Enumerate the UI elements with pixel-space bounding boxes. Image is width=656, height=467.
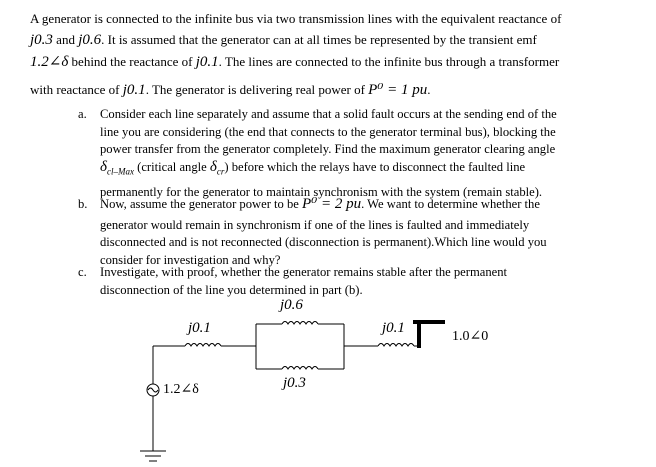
reactance-x2: j0.6 — [78, 32, 102, 48]
part-a-critical-line: $\delta_{cl-Max}$ (critical angle $\delta_{cr}$) before which the relays have to disconnect the faulted line — [100, 158, 526, 177]
label-infinite-bus: 1.0∠0 — [452, 329, 489, 344]
part-c: Investigate, with proof, whether the generator remains stable after the permanent disconnection of the line you determined in part (b). — [100, 265, 508, 297]
intro-line-2: j0.3 and j0.6. It is assumed that the generator can at all times be represented by the transient emf — [30, 32, 537, 48]
label-line-top: j0.6 — [280, 297, 303, 313]
infinite-bus-cap — [413, 320, 445, 324]
part-a-label: a. — [78, 107, 87, 121]
ac-wave-icon — [148, 388, 158, 392]
label-transformer: j0.1 — [382, 320, 405, 336]
part-b: Now, assume the generator power to be P⁰ = 2 pu. We want to determine whether the generator would remain in synchronism if one of the lines is faulted and immediately disconnected and is not reconnected (disconnection is permanent).Which line would you consider for investigation and why? — [100, 196, 547, 267]
infinite-bus-bar — [417, 321, 421, 348]
part-b-label: b. — [78, 197, 88, 211]
part-c-label: c. — [78, 265, 87, 279]
ground-icon — [140, 451, 166, 461]
transformer-coil — [378, 344, 414, 347]
intro-line-4: with reactance of j0.1. The generator is delivering real power of P⁰ = 1 pu. — [30, 82, 431, 98]
part-a: Consider each line separately and assume that a solid fault occurs at the sending end of the line you are considering (the end that connects to the generator terminal bus), blocking the power transfer from the generator completely. Find the maximum generator clearing angle $\delta_{cl-Max}$ (critical angle $\delta_{cr}$) before which the relays have to disconnect the faulted line permanently for the generator to maintain synchronism with the system (remain stable). — [100, 106, 640, 201]
emf-value: 1.2∠δ — [30, 54, 69, 70]
gen-reactance: j0.1 — [195, 54, 219, 70]
gen-reactance-coil — [185, 344, 221, 347]
power-p0-b: P⁰ = 2 pu — [302, 196, 362, 212]
label-source: 1.2∠δ — [163, 382, 199, 397]
power-p0: P⁰ = 1 pu — [368, 82, 428, 98]
transformer-reactance: j0.1 — [122, 82, 146, 98]
reactance-x1: j0.3 — [30, 32, 53, 48]
top-line-coil — [282, 322, 318, 325]
bottom-line-coil — [282, 367, 318, 370]
intro-line-1: A generator is connected to the infinite bus via two transmission lines with the equivalent reactance of — [30, 11, 562, 26]
label-gen-reactance: j0.1 — [188, 320, 211, 336]
intro-line-3: 1.2∠δ behind the reactance of j0.1. The lines are connected to the infinite bus through a transformer — [30, 54, 560, 70]
label-line-bottom: j0.3 — [283, 375, 306, 391]
